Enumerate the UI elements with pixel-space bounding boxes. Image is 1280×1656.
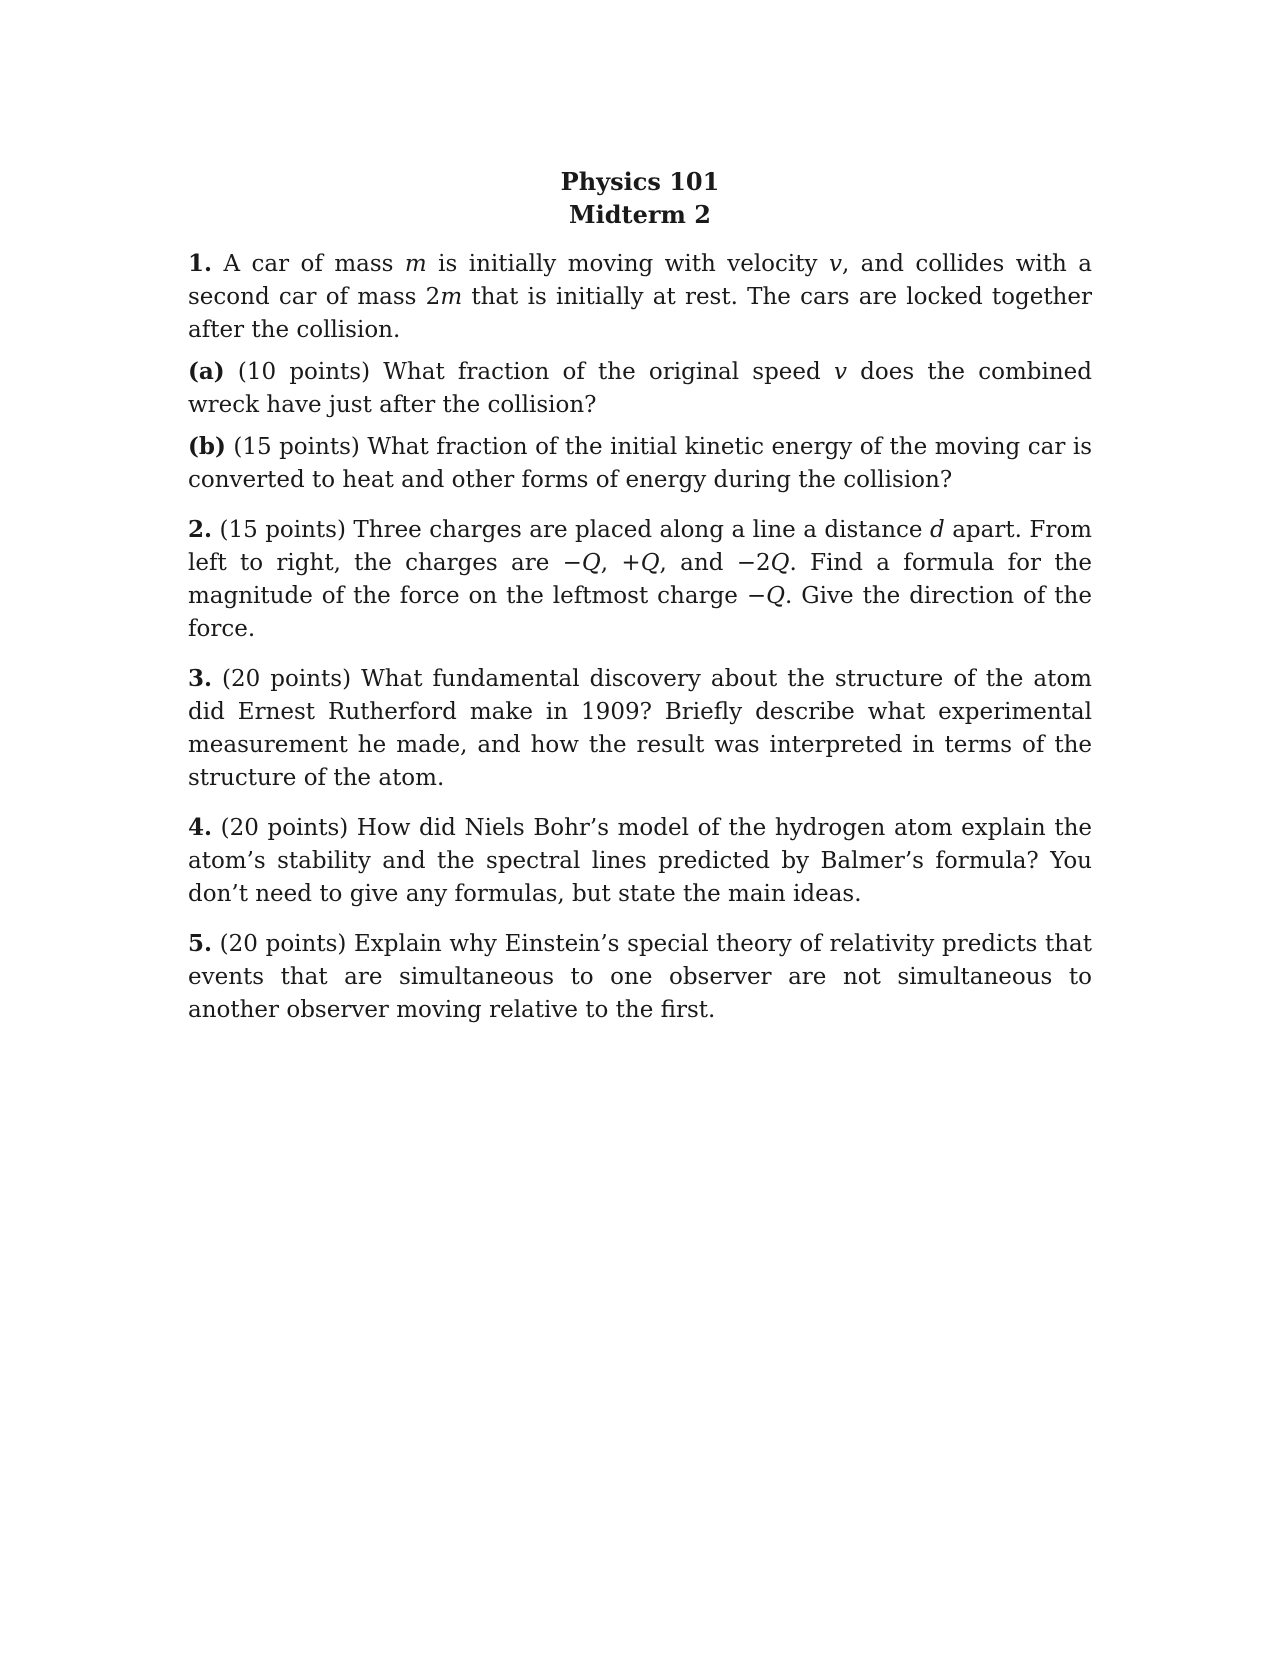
math-symbol: Q [770, 550, 790, 576]
question-text: (15 points) What fraction of the initial kinetic energy of the moving car is converted to heat and other forms of energy during the collision? [188, 434, 1092, 493]
math-symbol: m [404, 251, 427, 277]
question-3 [188, 662, 1092, 795]
question-5 [188, 927, 1092, 1027]
question-text: , + [600, 550, 641, 576]
question-number: 5. [188, 930, 213, 957]
math-symbol: d [930, 517, 945, 543]
question-text: (10 points) What fraction of the original speed [224, 359, 834, 385]
math-symbol: Q [766, 583, 785, 609]
question-2 [188, 513, 1092, 646]
math-symbol: Q [640, 550, 660, 576]
question-text: (15 points) Three charges are placed along a line a distance [212, 517, 931, 543]
question-1 [188, 247, 1092, 347]
question-1-part-b [188, 430, 1092, 497]
question-text: . Give the direction of the force. [188, 583, 1092, 642]
question-text: , and collides with a second car of mass 2 [188, 251, 1092, 310]
question-number: 4. [188, 814, 213, 841]
subpart-label: (a) [188, 358, 225, 385]
question-text: (20 points) How did Niels Bohr’s model of the hydrogen atom explain the atom’s stability and the spectral lines predicted by Balmer’s formula? You don’t need to give any formulas, but state the main ideas. [188, 815, 1092, 907]
math-symbol: m [440, 284, 463, 310]
question-1-part-a [188, 355, 1092, 422]
question-text: , and −2 [659, 550, 771, 576]
question-text: does the combined wreck have just after the collision? [188, 359, 1092, 418]
exam-page [188, 165, 1092, 1043]
math-symbol: Q [581, 550, 601, 576]
question-text: is initially moving with velocity [426, 251, 829, 277]
math-symbol: v [828, 251, 842, 277]
subpart-label: (b) [188, 433, 226, 460]
question-text: that is initially at rest. The cars are locked together after the collision. [188, 284, 1092, 343]
question-text: (20 points) What fundamental discovery about the structure of the atom did Ernest Rutherford make in 1909? Briefly describe what experimental measurement he made, and how the result was interpreted in terms of the structure of the atom. [188, 666, 1092, 791]
math-symbol: v [833, 359, 847, 385]
question-number: 1. [188, 250, 213, 277]
question-text: (20 points) Explain why Einstein’s special theory of relativity predicts that events that are simultaneous to one observer are not simultaneous to another observer moving relative to the first. [188, 931, 1092, 1023]
course-title: Physics 101 [560, 167, 720, 196]
question-number: 3. [188, 665, 213, 692]
exam-title [188, 165, 1092, 231]
question-list [188, 247, 1092, 1027]
exam-name: Midterm 2 [569, 200, 711, 229]
question-number: 2. [188, 516, 213, 543]
question-text: A car of mass [212, 251, 405, 277]
question-4 [188, 811, 1092, 911]
question-text: apart. From left to right, the charges are − [188, 517, 1092, 576]
question-text: . Find a formula for the magnitude of the force on the leftmost charge − [188, 550, 1092, 609]
